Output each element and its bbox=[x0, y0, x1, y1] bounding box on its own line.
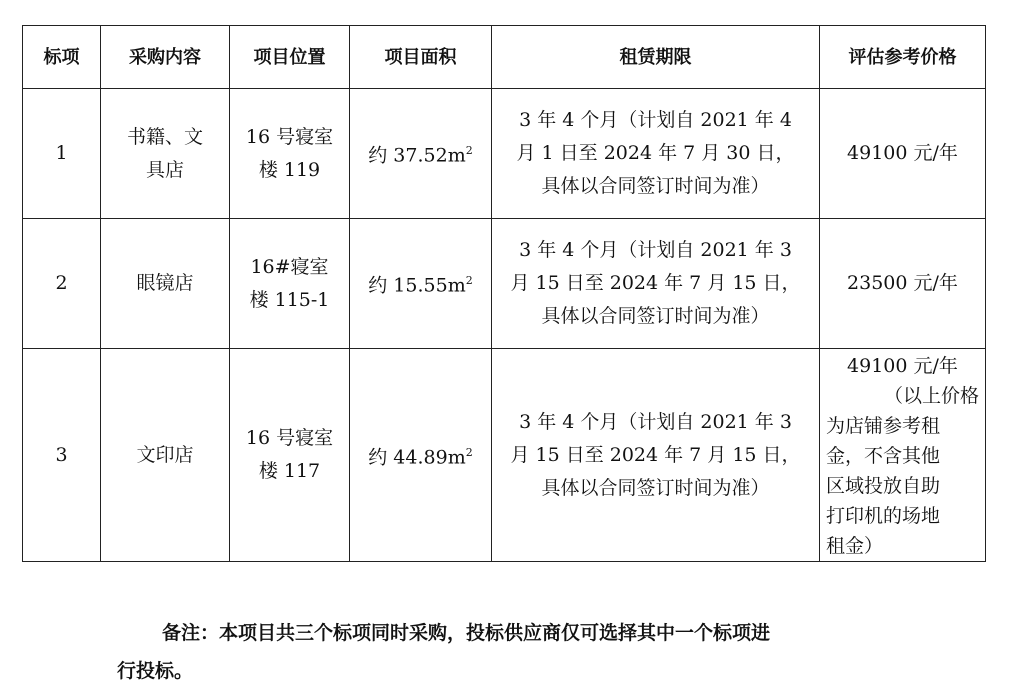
procurement-table bbox=[22, 25, 986, 562]
reference-price: 23500 元/年 bbox=[820, 219, 986, 349]
header-lot-no: 标项 bbox=[23, 26, 101, 89]
reference-price: 49100 元/年 （以上价格 为店铺参考租 金，不含其他 区域投放自助 打印机的场地 租金） bbox=[820, 349, 986, 562]
header-content: 采购内容 bbox=[101, 26, 230, 89]
lot-no: 3 bbox=[23, 349, 101, 562]
purchase-content: 文印店 bbox=[101, 349, 230, 562]
location: 16 号寝室 楼 117 bbox=[230, 349, 350, 562]
header-price: 评估参考价格 bbox=[820, 26, 986, 89]
lease-term: 3 年 4 个月（计划自 2021 年 4 月 1 日至 2024 年 7 月 30 日， 具体以合同签订时间为准） bbox=[492, 89, 820, 219]
lease-term: 3 年 4 个月（计划自 2021 年 3 月 15 日至 2024 年 7 月 15 日， 具体以合同签订时间为准） bbox=[492, 219, 820, 349]
table-row bbox=[23, 89, 986, 219]
header-term: 租赁期限 bbox=[492, 26, 820, 89]
purchase-content: 书籍、文 具店 bbox=[101, 89, 230, 219]
area: 约 $44.89m^2$ bbox=[350, 349, 492, 562]
lot-no: 1 bbox=[23, 89, 101, 219]
remark-line-2: 行投标。 bbox=[117, 660, 194, 682]
lot-no: 2 bbox=[23, 219, 101, 349]
area: 约 $15.55m^2$ bbox=[350, 219, 492, 349]
remark-line-1: 备注：本项目共三个标项同时采购，投标供应商仅可选择其中一个标项进 bbox=[162, 622, 771, 644]
table-header-row bbox=[23, 26, 986, 89]
table-row bbox=[23, 349, 986, 562]
header-area: 项目面积 bbox=[350, 26, 492, 89]
location: 16#寝室 楼 115-1 bbox=[230, 219, 350, 349]
location: 16 号寝室 楼 119 bbox=[230, 89, 350, 219]
lease-term: 3 年 4 个月（计划自 2021 年 3 月 15 日至 2024 年 7 月 15 日， 具体以合同签订时间为准） bbox=[492, 349, 820, 562]
purchase-content: 眼镜店 bbox=[101, 219, 230, 349]
remark-note bbox=[117, 614, 917, 690]
area: 约 $37.52m^2$ bbox=[350, 89, 492, 219]
table-row bbox=[23, 219, 986, 349]
header-location: 项目位置 bbox=[230, 26, 350, 89]
reference-price: 49100 元/年 bbox=[820, 89, 986, 219]
